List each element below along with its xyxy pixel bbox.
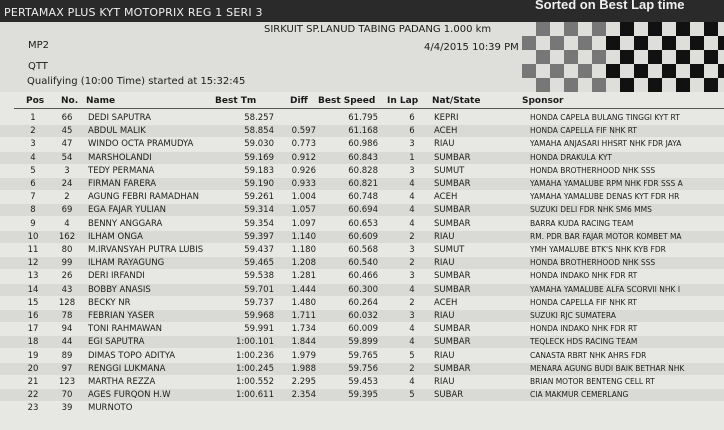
cell-no: 45 [61,126,73,137]
cell-name: MARSHOLANDI [88,152,152,163]
cell-name: DERI IRFANDI [88,271,145,282]
cell-best-tm: 59.397 [244,231,274,242]
cell-pos: 16 [27,311,39,321]
checker-square [564,22,578,36]
cell-in-lap: 2 [409,363,415,374]
cell-no: 89 [61,350,73,361]
cell-pos: 20 [27,363,39,374]
cell-pos: 11 [27,245,39,255]
cell-nat-state: SUMUT [434,245,465,255]
cell-sponsor: HONDA INDAKO NHK FDR RT [530,271,638,281]
cell-sponsor: HONDA BROTHERHOOD NHK SSS [530,258,656,268]
cell-best-tm: 59.991 [244,324,274,335]
cell-no: 99 [61,258,73,269]
cell-nat-state: SUMBAR [434,337,471,348]
cell-diff: 0.597 [291,126,316,137]
cell-best-tm: 1:00.245 [235,363,274,374]
cell-name: ILHAM RAYAGUNG [88,258,165,269]
table-row [0,310,724,322]
cell-in-lap: 3 [409,271,415,282]
checker-square [676,50,690,64]
cell-no: 94 [61,324,73,335]
table-row [0,112,724,124]
cell-in-lap: 4 [409,337,415,348]
table-row [0,244,724,256]
checker-square [676,22,690,36]
cell-diff: 1.140 [291,231,316,242]
sort-title: Sorted on Best Lap time [535,0,685,12]
cell-in-lap: 3 [409,165,415,176]
cell-pos: 19 [27,350,39,361]
cell-name: AGUNG FEBRI RAMADHAN [88,192,199,203]
checker-square [592,78,606,92]
cell-no: 128 [58,297,76,308]
cell-in-lap: 4 [409,377,415,387]
cell-sponsor: YAMAHA YAMALUBE ALFA SCORVII NHK I [530,284,681,294]
cell-no: 24 [61,179,73,189]
table-row [0,270,724,282]
checker-square [648,50,662,64]
col-no: No. [61,96,79,106]
cell-best-tm: 59.354 [244,218,274,229]
checker-square [690,64,704,78]
cell-no: 26 [61,271,73,282]
cell-diff: 0.926 [291,165,316,176]
cell-best-speed: 61.795 [348,113,378,123]
col-nat-state: Nat/State [432,96,481,106]
cell-name: AGES FURQON H.W [88,390,171,401]
cell-best-tm: 59.465 [244,258,274,269]
cell-diff: 0.773 [291,139,316,150]
cell-best-tm: 59.968 [244,311,274,321]
cell-nat-state: SUBAR [434,390,464,401]
cell-best-speed: 60.828 [348,165,378,176]
cell-best-speed: 60.300 [348,284,378,295]
cell-in-lap: 3 [409,311,415,321]
cell-nat-state: RIAU [434,231,455,242]
table-row [0,138,724,150]
table-row [0,231,724,243]
cell-sponsor: HONDA CAPELA BULANG TINGGI KYT RT [530,113,680,122]
cell-diff: 1.180 [291,245,316,255]
checker-square [550,64,564,78]
cell-pos: 14 [27,284,39,295]
cell-best-tm: 1:00.552 [235,377,274,387]
cell-diff: 1.004 [291,192,316,203]
cell-name: BECKY NR [88,297,131,308]
cell-pos: 21 [27,377,39,387]
checker-square [564,78,578,92]
cell-no: 97 [61,363,73,374]
cell-name: ABDUL MALIK [88,126,146,137]
cell-name: RENGGI LUKMANA [88,363,166,374]
checker-square [620,78,634,92]
table-row [0,125,724,137]
cell-best-speed: 60.821 [348,179,378,189]
cell-pos: 9 [30,218,36,229]
cell-no: 47 [61,139,73,150]
cell-in-lap: 6 [409,126,415,137]
cell-sponsor: HONDA DRAKULA KYT [530,152,613,162]
cell-sponsor: CANASTA RBRT NHK AHRS FDR [530,350,647,360]
checker-square [536,50,550,64]
checker-square [578,36,592,50]
col-best-tm: Best Tm [215,96,257,106]
cell-best-speed: 60.264 [348,297,378,308]
cell-in-lap: 2 [409,258,415,269]
cell-nat-state: SUMBAR [434,179,471,189]
cell-best-tm: 59.169 [244,152,274,163]
checkered-flag-pattern [480,22,724,92]
cell-nat-state: ACEH [434,126,458,137]
cell-sponsor: YAMAHA YAMALUBE DENAS KYT FDR HR [530,192,680,202]
cell-best-speed: 60.694 [348,205,378,216]
cell-pos: 13 [27,271,39,282]
cell-best-tm: 59.190 [244,179,274,189]
cell-pos: 4 [30,152,36,163]
table-row [0,178,724,190]
cell-best-tm: 59.701 [244,284,274,295]
cell-diff: 1.711 [291,311,316,321]
cell-sponsor: YMH YAMALUBE BTK'S NHK KYB FDR [530,245,666,254]
col-sponsor: Sponsor [522,96,564,106]
cell-sponsor: BARRA KUDA RACING TEAM [530,218,634,228]
cell-pos: 7 [30,192,36,203]
checker-square [536,22,550,36]
cell-best-tm: 1:00.611 [235,390,274,401]
cell-name: EGI SAPUTRA [88,337,145,348]
table-row [0,191,724,203]
cell-best-speed: 60.466 [348,271,378,282]
cell-best-tm: 59.737 [244,297,274,308]
series-title: PERTAMAX PLUS KYT MOTOPRIX REG 1 SERI 3 [4,6,263,19]
checker-square [592,22,606,36]
cell-best-tm: 59.183 [244,165,274,176]
cell-sponsor: MENARA AGUNG BUDI BAIK BETHAR NHK [530,363,685,373]
cell-no: 44 [61,337,73,348]
cell-diff: 1.979 [291,350,316,361]
cell-sponsor: HONDA INDAKO NHK FDR RT [530,324,638,334]
checker-square [634,64,648,78]
cell-no: 39 [61,403,73,414]
cell-name: DEDI SAPUTRA [88,113,151,123]
cell-diff: 0.933 [291,179,316,189]
cell-name: FIRMAN FARERA [88,179,157,189]
cell-no: 2 [64,192,70,203]
table-row [0,165,724,177]
cell-diff: 1.844 [291,337,316,348]
cell-no: 69 [61,205,73,216]
cell-pos: 6 [30,179,36,189]
circuit-label: SIRKUIT SP.LANUD TABING PADANG 1.000 km [264,24,492,35]
cell-diff: 1.444 [291,284,316,295]
cell-best-tm: 1:00.236 [235,350,274,361]
col-in-lap: In Lap [387,96,419,106]
cell-nat-state: RIAU [434,377,455,387]
cell-best-speed: 60.009 [348,324,378,335]
checker-square [704,50,718,64]
cell-sponsor: HONDA BROTHERHOOD NHK SSS [530,165,656,175]
cell-in-lap: 4 [409,324,415,335]
cell-in-lap: 3 [409,245,415,255]
cell-pos: 8 [30,205,36,216]
cell-no: 54 [61,152,73,163]
cell-nat-state: SUMBAR [434,324,471,335]
cell-name: WINDO OCTA PRAMUDYA [88,139,194,150]
table-row [0,350,724,362]
cell-in-lap: 5 [409,350,415,361]
cell-sponsor: YAMAHA YAMALUBE RPM NHK FDR SSS A [530,179,683,188]
cell-pos: 2 [30,126,36,137]
checker-square [522,36,536,50]
cell-best-speed: 60.032 [348,311,378,321]
cell-in-lap: 4 [409,192,415,203]
cell-best-tm: 59.437 [244,245,274,255]
datetime-label: 4/4/2015 10:39 PM [424,42,519,53]
cell-diff: 1.281 [291,271,316,282]
cell-in-lap: 3 [409,139,415,150]
checker-square [620,22,634,36]
checker-square [718,36,724,50]
cell-pos: 10 [27,231,39,242]
cell-name: ILHAM ONGA [88,231,143,242]
cell-in-lap: 2 [409,231,415,242]
checker-square [578,64,592,78]
checker-square [704,22,718,36]
checker-square [704,78,718,92]
cell-diff: 1.734 [291,324,316,335]
cell-in-lap: 2 [409,297,415,308]
cell-name: TEDY PERMANA [88,165,155,176]
cell-best-speed: 59.395 [348,390,378,401]
cell-best-speed: 60.986 [348,139,378,150]
cell-no: 3 [64,165,70,176]
table-row [0,257,724,269]
table-row [0,402,724,414]
cell-no: 4 [64,218,70,229]
cell-best-speed: 59.899 [348,337,378,348]
cell-pos: 3 [30,139,36,150]
cell-best-tm: 58.257 [244,113,274,123]
cell-in-lap: 4 [409,218,415,229]
cell-sponsor: HONDA CAPELLA FIF NHK RT [530,126,638,136]
cell-diff: 1.097 [291,218,316,229]
cell-nat-state: ACEH [434,192,458,203]
cell-best-tm: 59.030 [244,139,274,150]
cell-nat-state: SUMBAR [434,218,471,229]
cell-pos: 12 [27,258,39,269]
cell-nat-state: SUMBAR [434,205,471,216]
cell-name: BENNY ANGGARA [88,218,163,229]
cell-best-speed: 59.756 [348,363,378,374]
cell-nat-state: SUMBAR [434,284,471,295]
checker-square [718,64,724,78]
checker-square [536,78,550,92]
cell-best-speed: 60.748 [348,192,378,203]
cell-best-tm: 59.261 [244,192,274,203]
checker-square [606,64,620,78]
table-row [0,204,724,216]
checker-square [676,78,690,92]
cell-name: FEBRIAN YASER [88,311,155,321]
cell-best-tm: 1:00.101 [235,337,274,348]
col-diff: Diff [290,96,308,106]
cell-best-speed: 60.609 [348,231,378,242]
cell-name: BOBBY ANASIS [88,284,151,295]
cell-nat-state: SUMUT [434,165,465,176]
table-row [0,363,724,375]
cell-name: M.IRVANSYAH PUTRA LUBIS [88,245,204,255]
checker-square [662,36,676,50]
checker-square [606,36,620,50]
cell-nat-state: SUMBAR [434,363,471,374]
class-label: MP2 [28,40,50,51]
cell-nat-state: RIAU [434,350,455,361]
session-label: QTT [28,61,48,72]
table-row [0,152,724,164]
table-row [0,323,724,335]
cell-sponsor: SUZUKI DELI FDR NHK SM6 MMS [530,205,652,215]
checker-square [550,36,564,50]
cell-name: TONI RAHMAWAN [88,324,163,335]
cell-best-tm: 59.314 [244,205,274,216]
cell-in-lap: 4 [409,284,415,295]
cell-nat-state: ACEH [434,297,458,308]
cell-sponsor: BRIAN MOTOR BENTENG CELL RT [530,377,655,386]
table-row [0,336,724,348]
cell-no: 123 [58,377,76,387]
table-row [0,389,724,401]
cell-sponsor: YAMAHA ANJASARI HHSRT NHK FDR JAYA [530,139,682,149]
checker-square [634,36,648,50]
title-bar [0,0,724,22]
cell-diff: 2.354 [291,390,316,401]
qualifying-label: Qualifying (10:00 Time) started at 15:32:45 [27,76,246,87]
table-row [0,376,724,388]
cell-best-speed: 60.540 [348,258,378,269]
checker-square [592,50,606,64]
cell-best-speed: 59.765 [348,350,378,361]
cell-no: 43 [61,284,73,295]
cell-no: 80 [61,245,73,255]
checker-square [522,64,536,78]
cell-no: 70 [61,390,73,401]
cell-in-lap: 4 [409,205,415,216]
cell-in-lap: 4 [409,179,415,189]
cell-nat-state: RIAU [434,311,455,321]
cell-pos: 23 [27,403,39,414]
cell-name: DIMAS TOPO ADITYA [88,350,176,361]
checker-square [648,22,662,36]
cell-diff: 1.057 [291,205,316,216]
cell-pos: 1 [30,113,36,123]
cell-sponsor: RM. PDR BAR FAJAR MOTOR KOMBET MA [530,231,682,241]
table-row [0,297,724,309]
checker-square [564,50,578,64]
col-best-speed: Best Speed [318,96,376,106]
checker-square [620,50,634,64]
cell-best-speed: 59.453 [348,377,378,387]
cell-in-lap: 1 [409,152,415,163]
cell-nat-state: RIAU [434,258,455,269]
col-name: Name [86,96,116,106]
cell-diff: 1.988 [291,363,316,374]
cell-name: EGA FAJAR YULIAN [88,205,167,216]
cell-no: 78 [61,311,73,321]
cell-best-tm: 59.538 [244,271,274,282]
cell-nat-state: SUMBAR [434,152,471,163]
cell-nat-state: RIAU [434,139,455,150]
cell-diff: 1.480 [291,297,316,308]
cell-sponsor: CIA MAKMUR CEMERLANG [530,390,629,400]
cell-no: 66 [61,113,73,123]
cell-diff: 1.208 [291,258,316,269]
cell-pos: 17 [27,324,39,335]
cell-pos: 22 [27,390,39,401]
checker-square [662,64,676,78]
table-row [0,218,724,230]
checker-square [690,36,704,50]
cell-pos: 15 [27,297,39,308]
cell-best-speed: 60.843 [348,152,378,163]
cell-sponsor: TEQLECK HDS RACING TEAM [530,337,638,347]
cell-in-lap: 5 [409,390,415,401]
cell-name: MARTHA REZZA [88,377,156,387]
cell-name: MURNOTO [88,403,133,414]
cell-diff: 2.295 [291,377,316,387]
header-divider [14,108,724,109]
cell-diff: 0.912 [291,152,316,163]
col-pos: Pos [26,96,45,106]
cell-best-tm: 58.854 [244,126,274,137]
cell-in-lap: 6 [409,113,415,123]
table-row [0,284,724,296]
cell-nat-state: SUMBAR [434,271,471,282]
cell-best-speed: 60.568 [348,245,378,255]
cell-best-speed: 60.653 [348,218,378,229]
cell-pos: 18 [27,337,39,348]
cell-sponsor: HONDA CAPELLA FIF NHK RT [530,297,638,307]
cell-sponsor: SUZUKI RJC SUMATERA [530,311,616,320]
cell-no: 162 [58,231,76,242]
cell-nat-state: KEPRI [434,113,459,123]
checker-square [648,78,662,92]
cell-best-speed: 61.168 [348,126,378,137]
cell-pos: 5 [30,165,36,176]
